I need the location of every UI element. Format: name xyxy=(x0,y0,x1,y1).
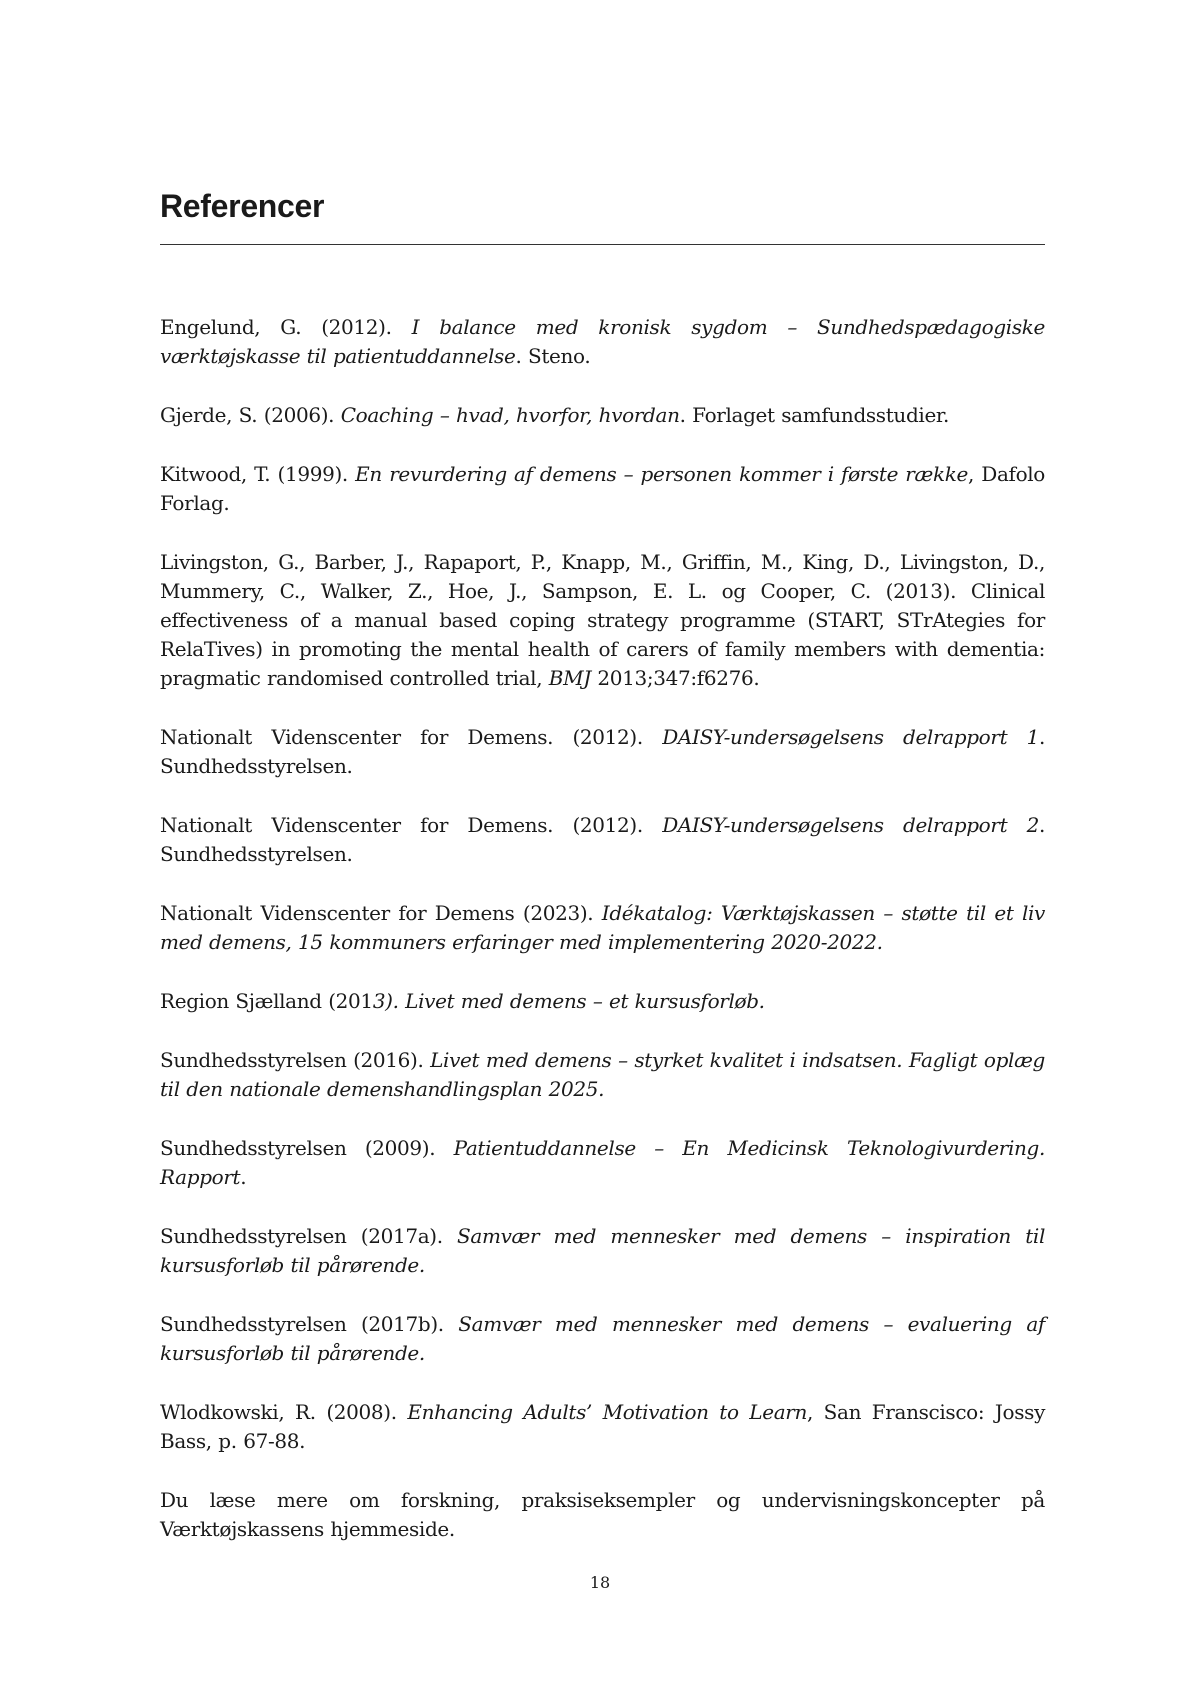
reference-text: Kitwood, T. (1999). xyxy=(160,462,356,486)
reference-title-text: Samvær med mennesker med demens – evaluering af kursusforløb til pårørende. xyxy=(160,1312,1045,1365)
reference-text: Gjerde, S. (2006). xyxy=(160,403,341,427)
reference-entry xyxy=(160,460,1045,518)
reference-text: Engelund, G. (2012). xyxy=(160,315,412,339)
reference-title-text: Patientuddannelse – En Medicinsk Teknologivurdering. Rapport xyxy=(160,1136,1045,1189)
reference-text: Du læse mere om forskning, praksiseksempler og undervisningskoncepter på Værktøjskassens hjemmeside. xyxy=(160,1488,1045,1541)
reference-entry xyxy=(160,1310,1045,1368)
reference-entry xyxy=(160,1222,1045,1280)
reference-title-text: 3). Livet med demens – et kursusforløb. xyxy=(372,989,765,1013)
reference-text: , San Franscisco: Jossy Bass, p. 67-88. xyxy=(160,1400,1046,1453)
reference-text: Nationalt Videnscenter for Demens. (2012). xyxy=(160,813,663,837)
reference-entry xyxy=(160,987,1045,1016)
page-number: 18 xyxy=(589,1573,611,1592)
reference-text: Sundhedsstyrelsen (2016). xyxy=(160,1048,431,1072)
reference-title-text: En revurdering af demens – personen kommer i første række xyxy=(355,462,968,486)
reference-entry xyxy=(160,811,1045,869)
reference-entry xyxy=(160,1486,1045,1544)
reference-text: , Dafolo Forlag. xyxy=(160,462,1045,515)
reference-list xyxy=(160,313,1045,1574)
reference-title-text: Livet med demens – styrket kvalitet i indsatsen. Fagligt oplæg til den nationale demenshandlingsplan 2025. xyxy=(160,1048,1046,1101)
reference-entry xyxy=(160,1134,1045,1192)
reference-text: . Sundhedsstyrelsen. xyxy=(160,813,1045,866)
reference-text: Sundhedsstyrelsen (2009). xyxy=(160,1136,454,1160)
reference-text: Livingston, G., Barber, J., Rapaport, P., Knapp, M., Griffin, M., King, D., Livingston, D., Mummery, C., Walker, Z., Hoe, J., Sampson, E. L. og Cooper, C. (2013). Clinical effectiveness of a manual based coping strategy programme (START, STrAtegies for RelaTives) in promoting the mental health of carers of family members with dementia: pragmatic randomised controlled trial, xyxy=(160,550,1045,690)
reference-entry xyxy=(160,1046,1045,1104)
reference-entry xyxy=(160,899,1045,957)
reference-title-text: Samvær med mennesker med demens – inspiration til kursusforløb til pårørende. xyxy=(160,1224,1045,1277)
reference-text: Nationalt Videnscenter for Demens (2023). xyxy=(160,901,602,925)
reference-title-text: Idékatalog: Værktøjskassen – støtte til et liv med demens, 15 kommuners erfaringer med implementering 2020-2022. xyxy=(160,901,1046,954)
reference-text: 2013;347:f6276. xyxy=(590,666,760,690)
heading-divider xyxy=(160,244,1045,245)
reference-text: . xyxy=(240,1165,247,1189)
reference-entry xyxy=(160,723,1045,781)
reference-text: Nationalt Videnscenter for Demens. (2012). xyxy=(160,725,663,749)
reference-title-text: DAISY-undersøgelsens delrapport 1 xyxy=(662,725,1039,749)
page-heading: Referencer xyxy=(160,188,325,224)
reference-text: Region Sjælland (201 xyxy=(160,989,373,1013)
reference-entry xyxy=(160,401,1045,430)
reference-text: Wlodkowski, R. (2008). xyxy=(160,1400,408,1424)
reference-entry xyxy=(160,548,1045,693)
reference-title-text: Enhancing Adults’ Motivation to Learn xyxy=(407,1400,808,1424)
reference-text: Sundhedsstyrelsen (2017a). xyxy=(160,1224,458,1248)
reference-title-text: BMJ xyxy=(548,666,591,690)
reference-title-text: DAISY-undersøgelsens delrapport 2 xyxy=(662,813,1039,837)
reference-entry xyxy=(160,313,1045,371)
reference-text: Sundhedsstyrelsen (2017b). xyxy=(160,1312,459,1336)
reference-title-text: I balance med kronisk sygdom – Sundhedspædagogiske værktøjskasse til patientuddannelse xyxy=(160,315,1045,368)
reference-entry xyxy=(160,1398,1045,1456)
reference-title-text: Coaching – hvad, hvorfor, hvordan xyxy=(340,403,680,427)
reference-text: . Sundhedsstyrelsen. xyxy=(160,725,1045,778)
reference-text: . Forlaget samfundsstudier. xyxy=(679,403,949,427)
reference-text: . Steno. xyxy=(515,344,591,368)
